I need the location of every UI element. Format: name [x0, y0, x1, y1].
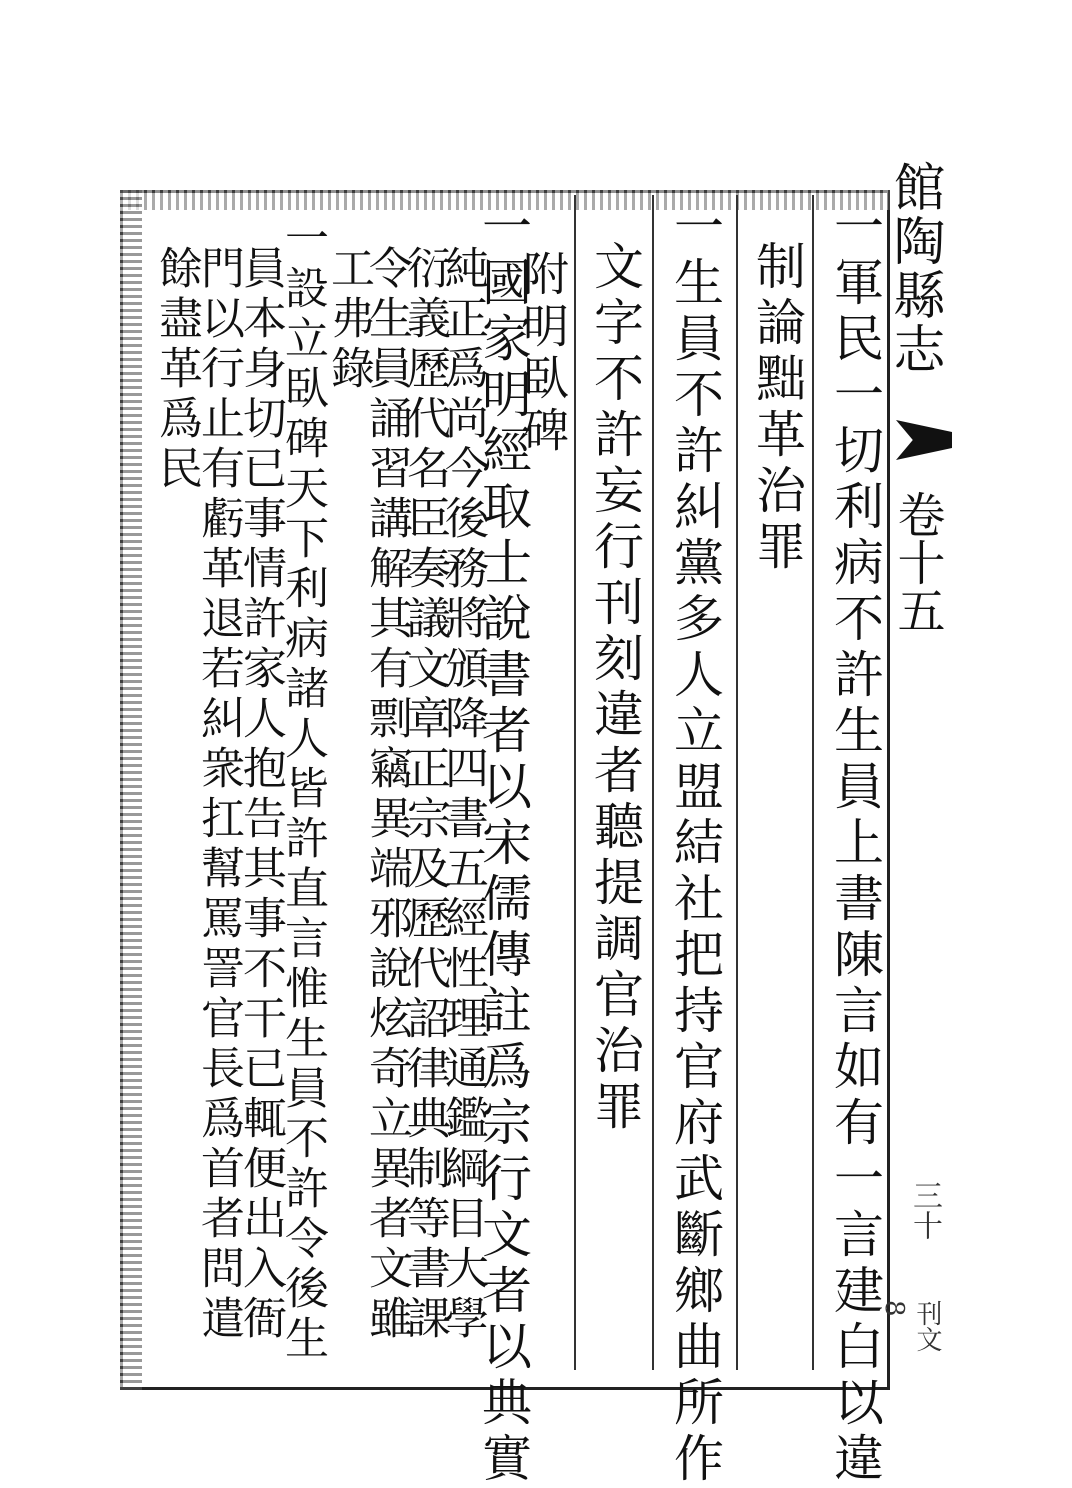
- section-heading: 附明臥碑: [516, 250, 570, 458]
- frame-left-border: [120, 190, 142, 1390]
- column-rule: [736, 195, 738, 1370]
- text-column: 門以行止有虧革退若糾衆扛幫罵詈官長爲首者問遣: [193, 245, 244, 1345]
- text-column: 純正爲尚今後務將頒降四書五經性理通鑑綱目大學: [437, 245, 488, 1345]
- text-column: 一生員不許糾黨多人立盟結社把持官府武斷鄉曲所作: [666, 200, 724, 1488]
- column-rule: [652, 195, 654, 1370]
- text-column: 工弗錄: [323, 245, 374, 395]
- book-title: 館陶縣志: [884, 160, 944, 376]
- column-rule: [574, 195, 576, 1370]
- page-mark: 三十: [907, 1180, 942, 1240]
- fish-tail-mark: [896, 420, 952, 460]
- text-column: 一軍民一切利病不許生員上書陳言如有一言建白以違: [826, 200, 884, 1488]
- text-column: 令生員誦習講解其有剽竊異端邪說炫奇立異者文雖: [361, 245, 412, 1345]
- text-column: 制論黜革治罪: [748, 240, 806, 576]
- text-column: 文字不許妄行刊刻違者聽提調官治罪: [586, 240, 644, 1136]
- text-column: 餘盡革爲民: [151, 245, 202, 495]
- banxin-margin: [879, 160, 968, 1360]
- text-column: 衍義歷代名臣奏議文章正宗及歷代詔律典制等書課: [399, 245, 450, 1345]
- volume-number: 卷十五: [889, 490, 945, 634]
- column-rule: [812, 195, 814, 1370]
- text-column: 一設立臥碑天下利病諸人皆許直言惟生員不許令後生: [277, 215, 328, 1365]
- foot-mark: 刊文8: [879, 1300, 942, 1352]
- text-column: 一國家明經取士說書者以宋儒傳註爲宗行文者以典實: [474, 200, 532, 1488]
- text-column: 員本身切已事情許家人抱告其事不干已輒便出入衙: [235, 245, 286, 1345]
